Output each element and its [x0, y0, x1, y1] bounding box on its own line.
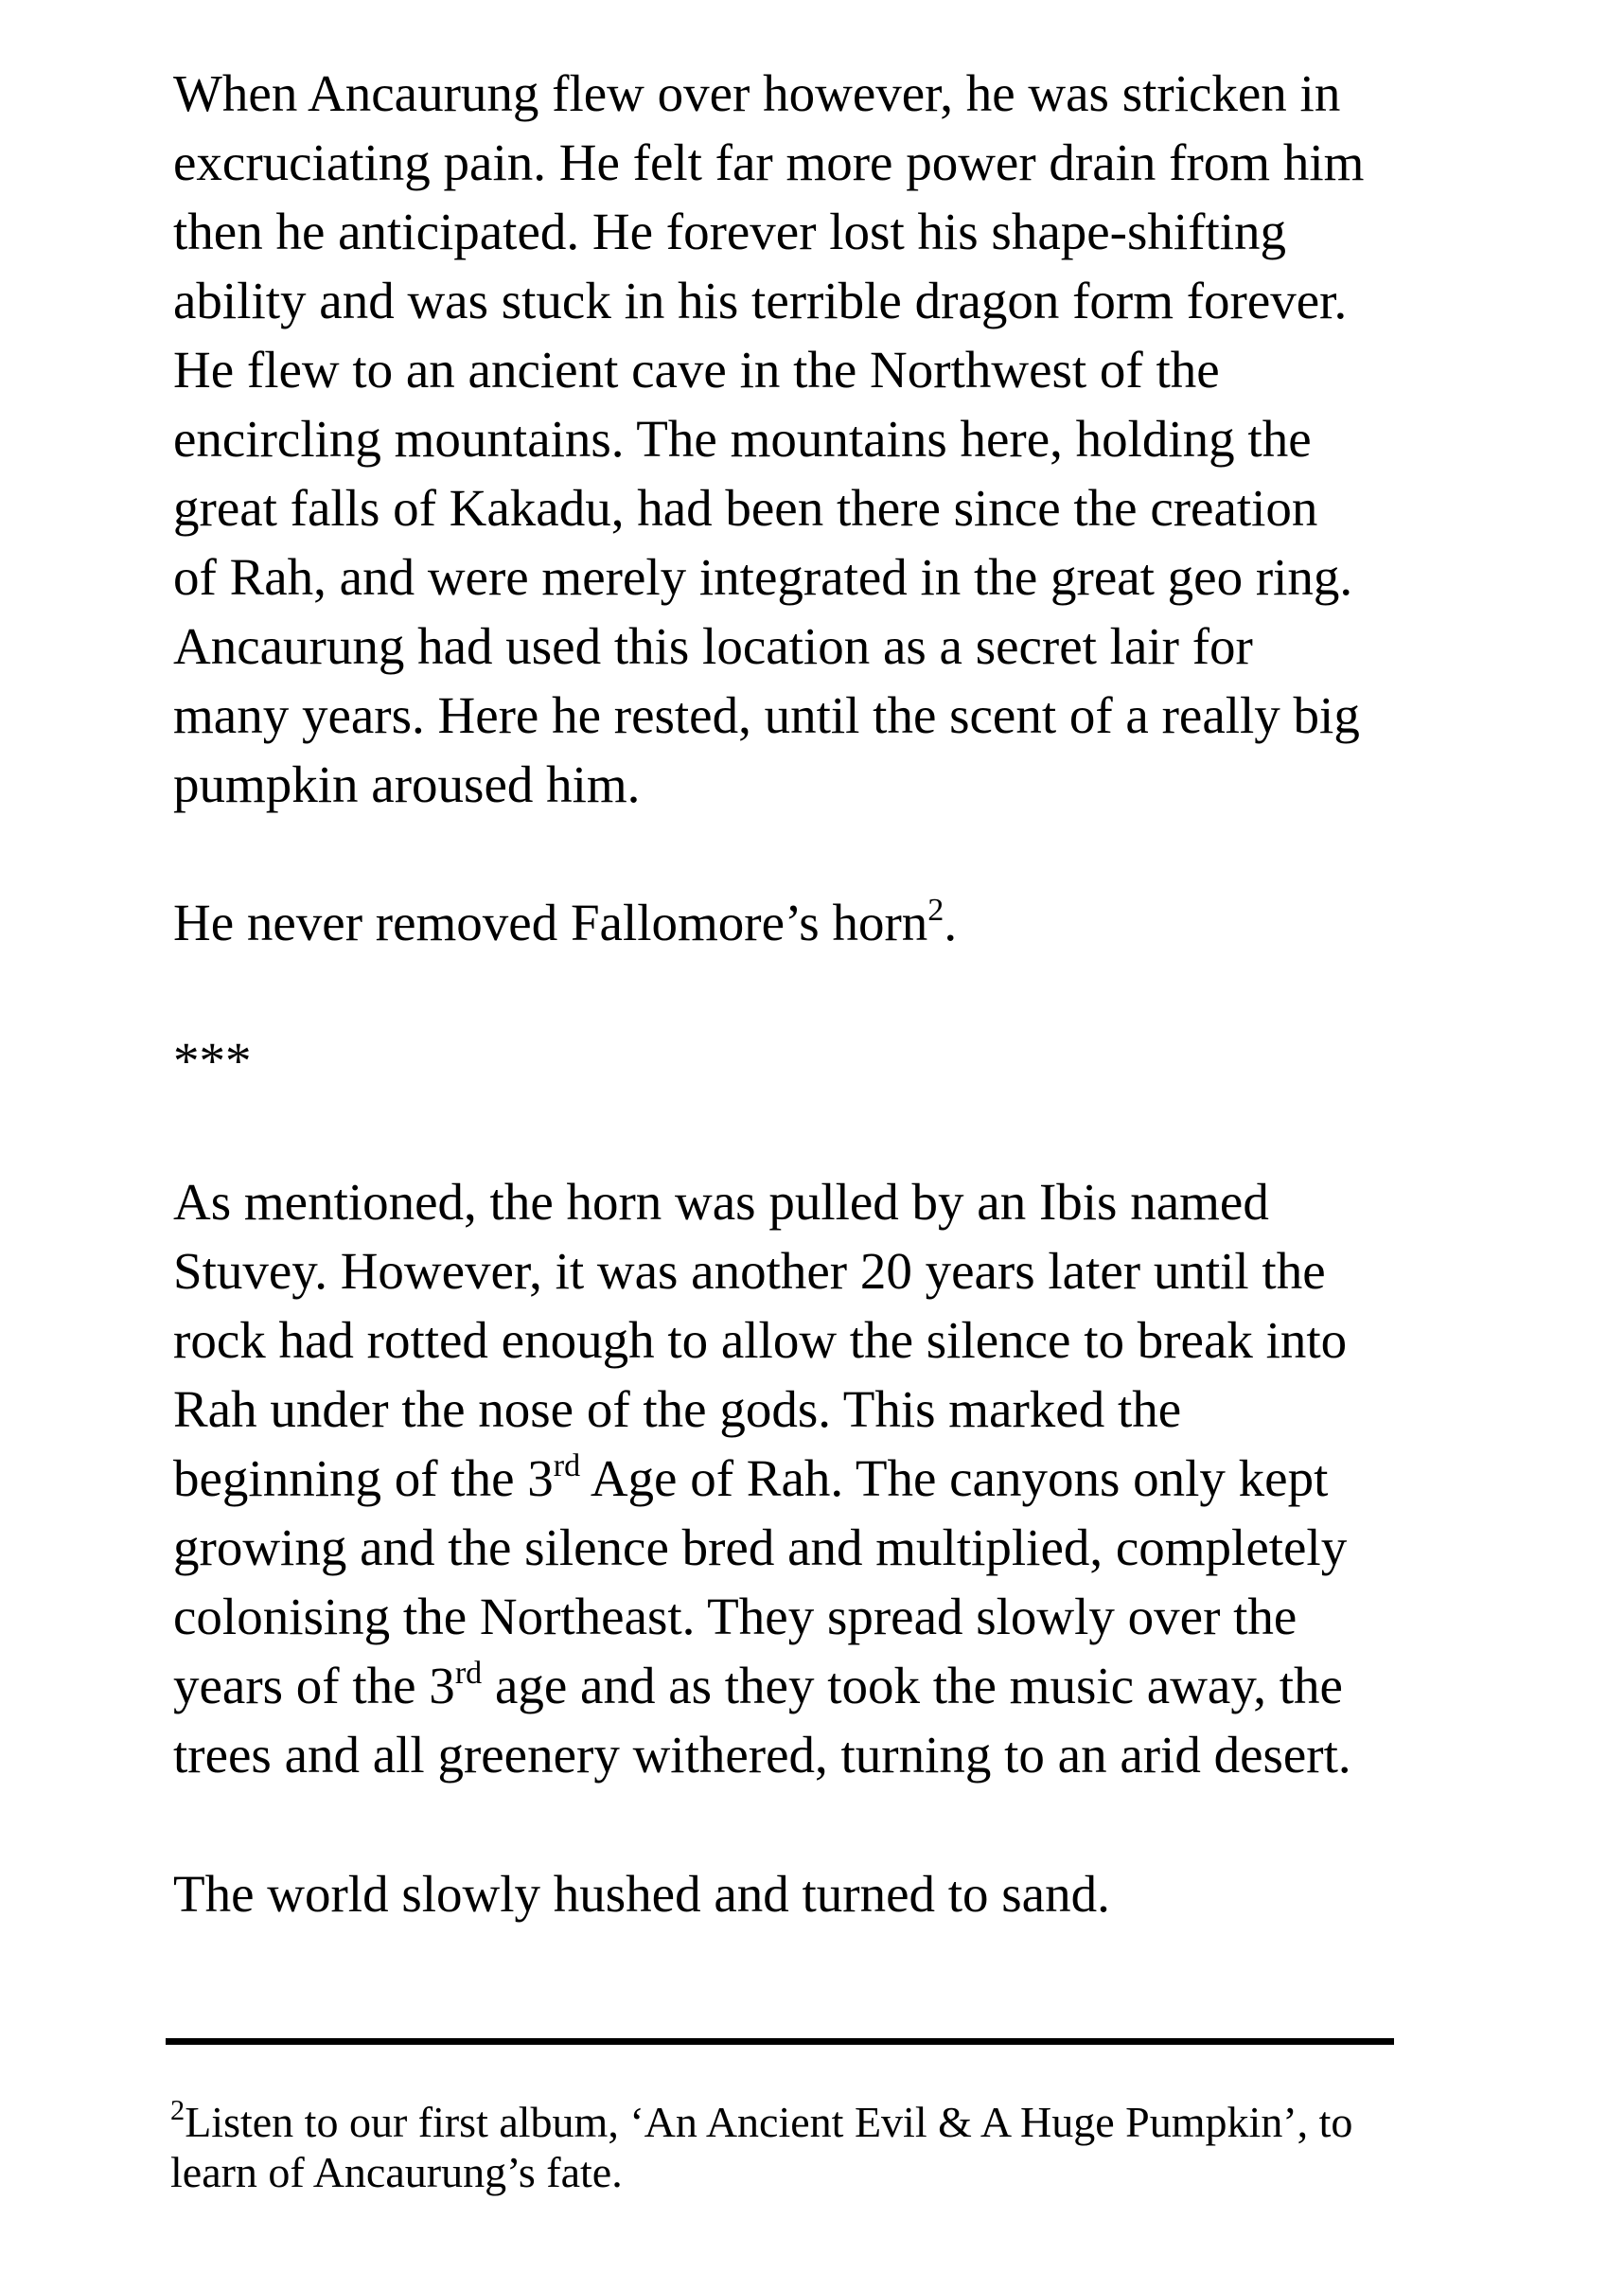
text-line: He flew to an ancient cave in the Northwest of the [173, 341, 1220, 399]
text-line: pumpkin aroused him. [173, 755, 641, 813]
text-line: great falls of Kakadu, had been there since the creation [173, 479, 1318, 537]
text-line [173, 1651, 1422, 1720]
footnote-reference[interactable]: 2 [927, 892, 944, 928]
text-line: Ancaurung had used this location as a secret lair for [173, 617, 1253, 675]
text-line: trees and all greenery withered, turning to an arid desert. [173, 1726, 1351, 1784]
footnote-marker: 2 [170, 2093, 185, 2126]
text-line: rock had rotted enough to allow the silence to break into [173, 1311, 1348, 1369]
paragraph-ancaurung-fate [173, 59, 1422, 819]
text-line: encircling mountains. The mountains here, holding the [173, 410, 1312, 468]
paragraph-horn-sentence [173, 888, 1422, 957]
text-line: of Rah, and were merely integrated in the great geo ring. [173, 548, 1353, 606]
text-line [173, 1444, 1422, 1513]
footnote-text: Listen to our first album, ‘An Ancient Evil & A Huge Pumpkin’, to [185, 2098, 1353, 2146]
text-run: years of the 3 [173, 1657, 455, 1714]
text-run: beginning of the 3 [173, 1449, 554, 1507]
ordinal-superscript: rd [454, 1655, 483, 1691]
footnote-line: learn of Ancaurung’s fate. [170, 2148, 623, 2196]
ordinal-superscript: rd [553, 1447, 581, 1483]
text-line: excruciating pain. He felt far more power drain from him [173, 133, 1365, 191]
paragraph-third-age [173, 1167, 1422, 1789]
text-line: Stuvey. However, it was another 20 years later until the [173, 1242, 1326, 1300]
text-line: Rah under the nose of the gods. This marked the [173, 1380, 1182, 1438]
closing-line: The world slowly hushed and turned to sand. [173, 1865, 1110, 1923]
text-line: As mentioned, the horn was pulled by an Ibis named [173, 1173, 1269, 1231]
text-line: ability and was stuck in his terrible dragon form forever. [173, 272, 1348, 329]
section-break-asterisks: *** [173, 1032, 252, 1090]
text-run: age and as they took the music away, the [482, 1657, 1343, 1714]
footnote [170, 2093, 1420, 2197]
paragraph-closing [173, 1859, 1422, 1928]
text-line: When Ancaurung flew over however, he was stricken in [173, 64, 1341, 122]
horn-sentence-period: . [944, 894, 958, 951]
text-line: then he anticipated. He forever lost his shape-shifting [173, 203, 1287, 260]
text-line: many years. Here he rested, until the scent of a really big [173, 686, 1360, 744]
text-line: growing and the silence bred and multiplied, completely [173, 1518, 1348, 1576]
horn-sentence-text: He never removed Fallomore’s horn [173, 894, 928, 951]
footnote-line [170, 2093, 1420, 2147]
section-break [173, 1026, 1422, 1095]
text-line: colonising the Northeast. They spread slowly over the [173, 1588, 1297, 1645]
text-run: Age of Rah. The canyons only kept [580, 1449, 1329, 1507]
footnote-separator-rule [166, 2038, 1394, 2045]
text-line [173, 888, 1422, 957]
